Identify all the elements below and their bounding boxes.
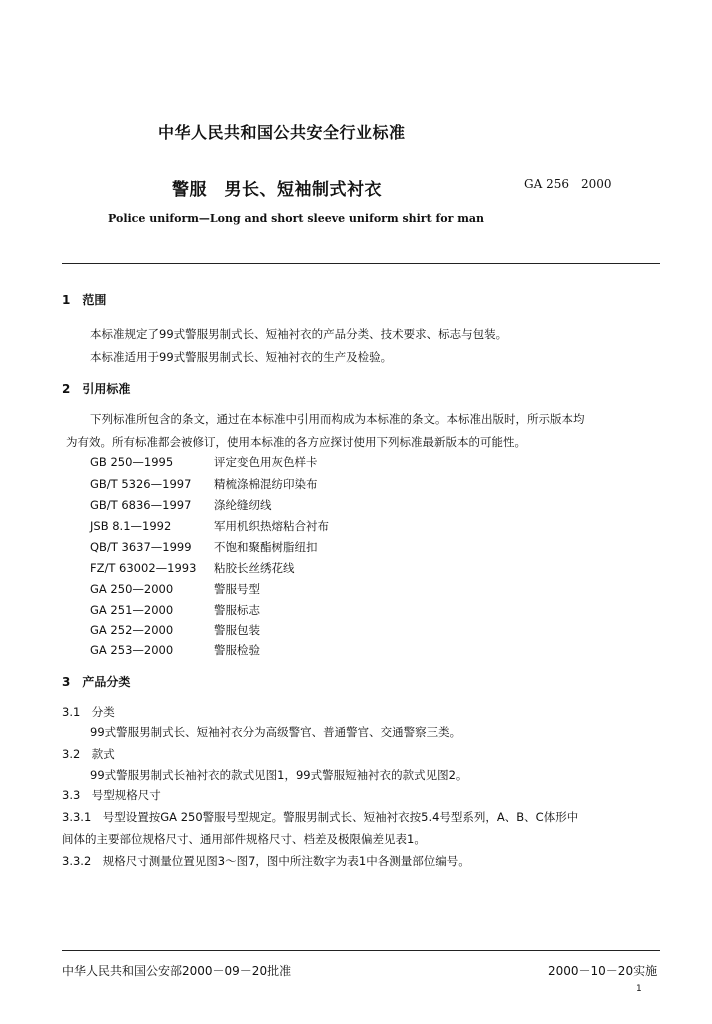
reference-item: GA 251—2000 警服标志 xyxy=(90,603,260,617)
section-3-3-2-text: 3.3.2 规格尺寸测量位置见图3～图7，图中所注数字为表1中各测量部位编号。 xyxy=(62,854,470,868)
section-3-3-heading: 3.3 号型规格尺寸 xyxy=(62,788,161,802)
header-divider xyxy=(62,263,660,264)
reference-item: GB 250—1995 评定变色用灰色样卡 xyxy=(90,455,318,469)
standard-body-title: 中华人民共和国公共安全行业标准 xyxy=(158,123,406,142)
reference-item: FZ/T 63002—1993 粘胶长丝绣花线 xyxy=(90,561,295,575)
standard-code: GA 256 2000 xyxy=(524,177,612,191)
approval-date: 中华人民共和国公安部2000－09－20批准 xyxy=(62,964,292,978)
reference-item: QB/T 3637—1999 不饱和聚酯树脂纽扣 xyxy=(90,540,318,554)
english-title: Police uniform—Long and short sleeve uniform shirt for man xyxy=(108,212,484,225)
section-3-2-text: 99式警服男制式长袖衬衣的款式见图1，99式警服短袖衬衣的款式见图2。 xyxy=(90,768,468,782)
section-3-3-1-line-2: 间体的主要部位规格尺寸、通用部件规格尺寸、档差及极限偏差见表1。 xyxy=(62,832,426,846)
section-1-heading: 1 范围 xyxy=(62,293,107,307)
section-3-2-heading: 3.2 款式 xyxy=(62,747,115,761)
reference-item: JSB 8.1—1992 军用机织热熔粘合衬布 xyxy=(90,519,329,533)
section-2-heading: 2 引用标准 xyxy=(62,382,131,396)
reference-item: GB/T 5326—1997 精梳涤棉混纺印染布 xyxy=(90,477,318,491)
implementation-date: 2000－10－20实施 xyxy=(548,964,658,978)
section-3-1-heading: 3.1 分类 xyxy=(62,705,115,719)
reference-item: GA 250—2000 警服号型 xyxy=(90,582,260,596)
reference-item: GA 253—2000 警服检验 xyxy=(90,643,260,657)
reference-item: GA 252—2000 警服包装 xyxy=(90,623,260,637)
document-title: 警服 男长、短袖制式衬衣 xyxy=(172,180,382,200)
reference-item: GB/T 6836—1997 涤纶缝纫线 xyxy=(90,498,272,512)
section-3-3-1-line-1: 3.3.1 号型设置按GA 250警服号型规定。警服男制式长、短袖衬衣按5.4号型系列，A、B、C体形中 xyxy=(62,810,579,824)
section-2-paragraph-line-1: 下列标准所包含的条文，通过在本标准中引用而构成为本标准的条文。本标准出版时，所示版本均 xyxy=(90,412,585,426)
footer-divider xyxy=(62,950,660,951)
section-1-paragraph-2: 本标准适用于99式警服男制式长、短袖衬衣的生产及检验。 xyxy=(90,350,393,364)
section-3-1-text: 99式警服男制式长、短袖衬衣分为高级警官、普通警官、交通警察三类。 xyxy=(90,725,462,739)
section-3-heading: 3 产品分类 xyxy=(62,675,131,689)
section-1-paragraph-1: 本标准规定了99式警服男制式长、短袖衬衣的产品分类、技术要求、标志与包装。 xyxy=(90,327,508,341)
section-2-paragraph-line-2: 为有效。所有标准都会被修订，使用本标准的各方应探讨使用下列标准最新版本的可能性。 xyxy=(66,435,526,449)
page-number: 1 xyxy=(636,984,642,994)
